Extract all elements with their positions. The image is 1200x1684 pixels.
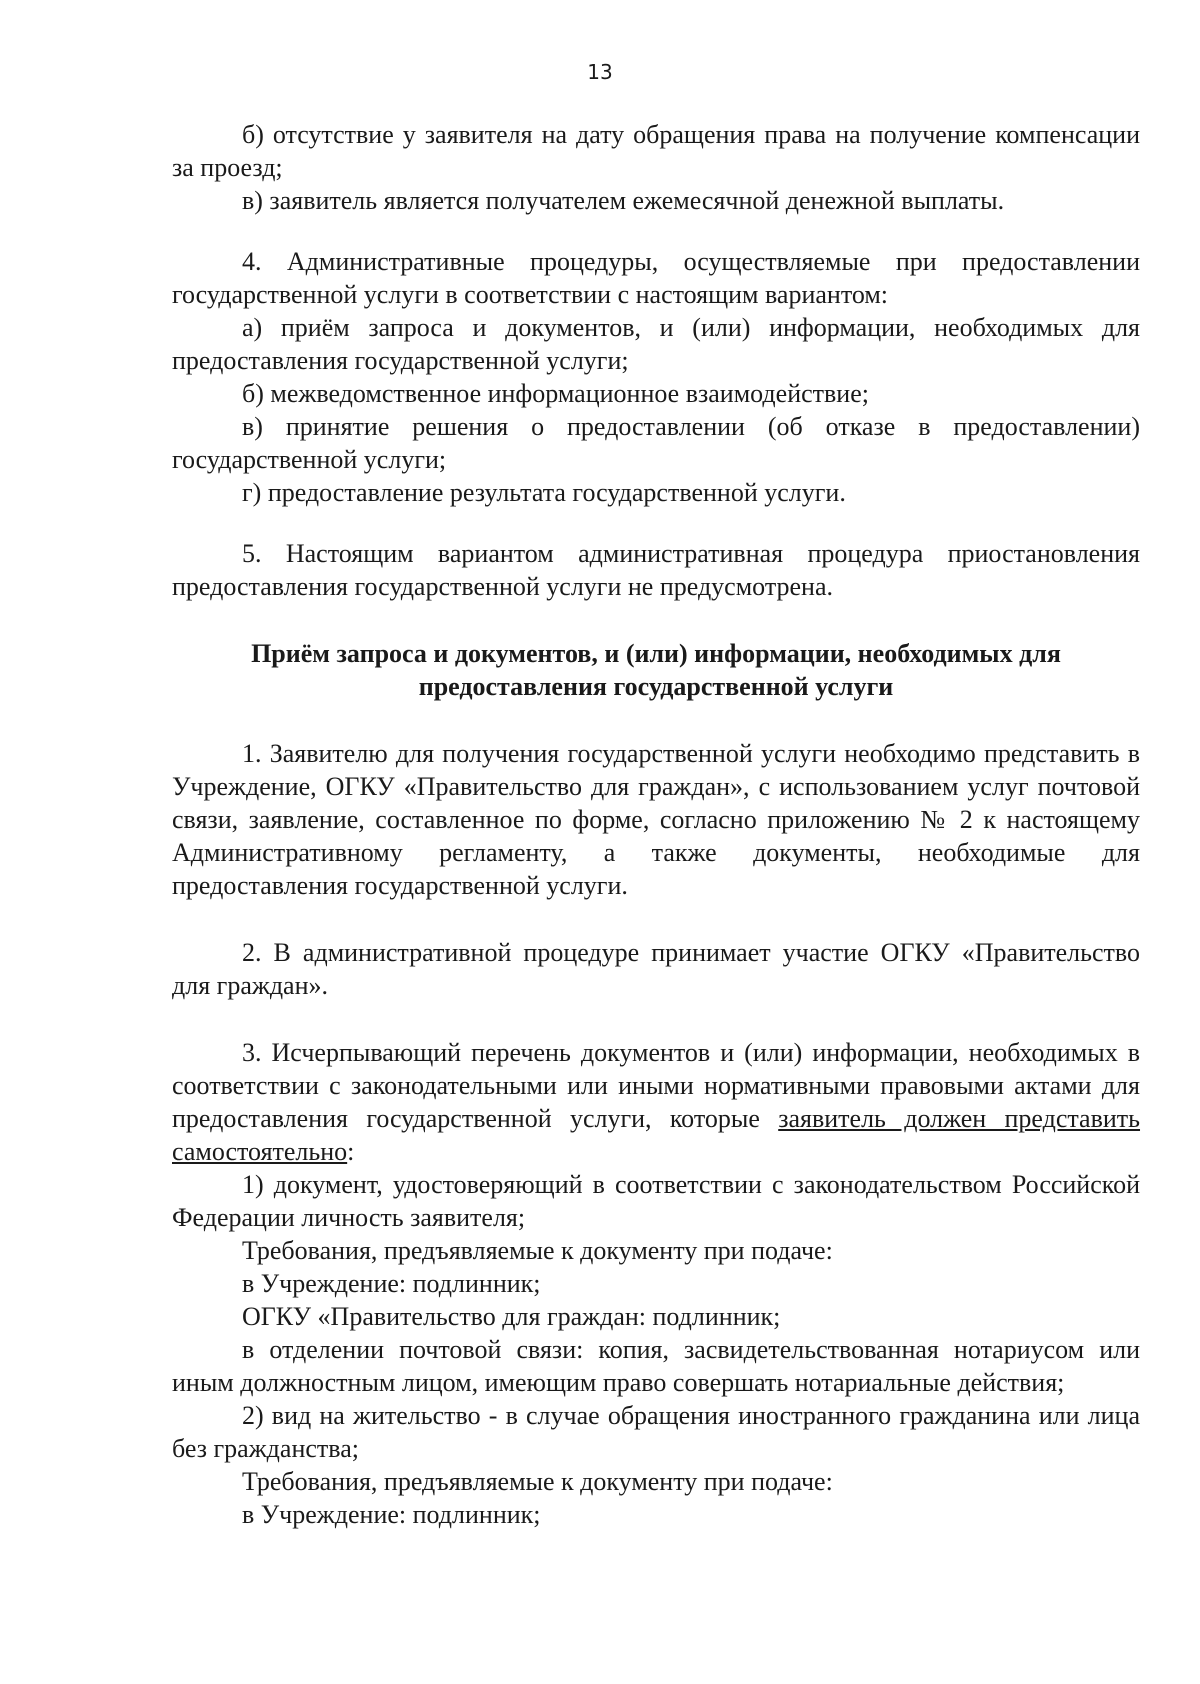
list-item: в отделении почтовой связи: копия, засвидетельствованная нотариусом или иным должностным лицом, имеющим право совершать нотариальные действия; — [172, 1335, 1140, 1397]
list-item: 1) документ, удостоверяющий в соответствии с законодательством Российской Федерации личность заявителя; — [172, 1170, 1140, 1232]
paragraph — [172, 1036, 1140, 1168]
list-item: 2) вид на жительство - в случае обращения иностранного гражданина или лица без гражданства; — [172, 1401, 1140, 1463]
paragraph: 1. Заявителю для получения государственной услуги необходимо представить в Учреждение, ОГКУ «Правительство для граждан», с использованием услуг почтовой связи, заявление, составленное по форме, согласно приложению № 2 к настоящему Административному регламенту, а также документы, необходимые для предоставления государственной услуги. — [172, 739, 1140, 900]
document-body — [172, 118, 1140, 1531]
paragraph: 2. В административной процедуре принимает участие ОГКУ «Правительство для граждан». — [172, 938, 1140, 1000]
list-item: г) предоставление результата государственной услуги. — [242, 478, 846, 507]
punctuation: : — [347, 1137, 355, 1166]
list-item: в Учреждение: подлинник; — [242, 1269, 541, 1298]
list-item: в) принятие решения о предоставлении (об отказе в предоставлении) государственной услуги; — [172, 412, 1140, 474]
page-number: 13 — [587, 60, 613, 84]
paragraph: в) заявитель является получателем ежемесячной денежной выплаты. — [242, 186, 1005, 215]
list-item: Требования, предъявляемые к документу при подаче: — [242, 1467, 833, 1496]
paragraph-text: 3. Исчерпывающий перечень документов и (или) информации, необходимых в соответствии с законодательными или иными нормативными правовыми актами для предоставления государственной услуги, которые — [172, 1038, 1140, 1133]
paragraph: 5. Настоящим вариантом административная процедура приостановления предоставления государственной услуги не предусмотрена. — [172, 539, 1140, 601]
list-item: ОГКУ «Правительство для граждан: подлинник; — [242, 1302, 781, 1331]
section-heading: Приём запроса и документов, и (или) информации, необходимых для предоставления государственной услуги — [251, 639, 1061, 701]
list-item: в Учреждение: подлинник; — [242, 1500, 541, 1529]
paragraph: б) отсутствие у заявителя на дату обращения права на получение компенсации за проезд; — [172, 120, 1140, 182]
list-item: б) межведомственное информационное взаимодействие; — [242, 379, 869, 408]
paragraph: 4. Административные процедуры, осуществляемые при предоставлении государственной услуги в соответствии с настоящим вариантом: — [172, 247, 1140, 309]
underlined-text: заявитель должен представить самостоятельно — [172, 1104, 1141, 1166]
list-item: а) приём запроса и документов, и (или) информации, необходимых для предоставления государственной услуги; — [172, 313, 1140, 375]
list-item: Требования, предъявляемые к документу при подаче: — [242, 1236, 833, 1265]
